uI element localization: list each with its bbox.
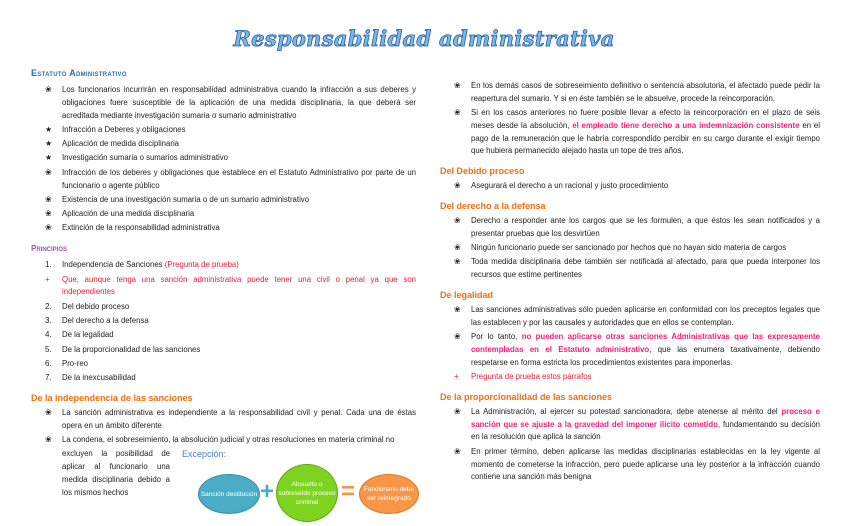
star-bullet-icon: ★	[45, 124, 53, 134]
list-item	[31, 301, 416, 314]
document-title: Responsabilidad administrativa	[233, 26, 615, 51]
section-heading-estatuto: Estatuto Administrativo	[31, 68, 127, 78]
item-text: Del derecho a la defensa	[62, 315, 149, 325]
highlight-text: el empleado tiene derecho a una indemnización consistente	[572, 120, 800, 130]
item-text: Toda medida disciplinaria debe también ser notificada al afectado, para que pueda interponer los recursos que estime pertinentes	[471, 257, 820, 280]
item-text: De la proporcionalidad de las sanciones	[62, 344, 201, 354]
item-text: Existencia de una investigación sumaria o de un sumario administrativo	[62, 194, 310, 204]
list-item	[440, 242, 820, 255]
circle-reintegrado: Funcionario debe ser reintegrado	[359, 474, 419, 514]
item-text: Extinción de la responsabilidad administrativa	[62, 223, 220, 233]
list-item	[31, 208, 416, 221]
list-item	[440, 406, 820, 444]
flower-bullet-icon: ❀	[454, 305, 461, 315]
section-heading-principios: Principios	[31, 244, 68, 254]
number-marker: 3.	[45, 315, 52, 325]
continuation-list	[440, 80, 820, 158]
list-item	[31, 434, 416, 447]
list-item	[440, 446, 820, 484]
list-item	[31, 344, 416, 357]
estatuto-list	[31, 84, 416, 235]
item-text: , fundamentando su decisión en la resolución que aplica la sanción	[471, 419, 820, 442]
item-text: Infracción de los deberes y obligaciones que establece en el Estatuto Administrativo por parte de un funcionario o agente público	[62, 167, 416, 190]
plus-bullet-icon: +	[454, 372, 459, 382]
exception-row	[31, 448, 416, 526]
flower-bullet-icon: ❀	[454, 108, 461, 118]
circle-sancion: Sanción destitución	[198, 474, 260, 514]
section-heading-debido: Del Debido proceso	[440, 166, 525, 177]
item-text: Aplicación de medida disciplinaria	[62, 139, 180, 149]
list-item	[31, 407, 416, 433]
circle-absuelto: Absuelto o sobreseído proceso criminal	[276, 464, 338, 522]
section-heading-legalidad: De legalidad	[440, 290, 494, 301]
list-item	[31, 222, 416, 235]
number-marker: 1.	[45, 260, 52, 270]
item-text: Que, aunque tenga una sanción administrativa puede tener una civil o penal ya que son independientes	[62, 274, 416, 297]
number-marker: 6.	[45, 358, 52, 368]
right-column	[440, 80, 820, 486]
flower-bullet-icon: ❀	[45, 209, 52, 219]
list-item	[31, 194, 416, 207]
plus-icon: +	[259, 478, 274, 506]
diagram-label: Excepción:	[182, 449, 227, 460]
item-text: , que las enumera taxativamente, debiendo respetarse en forma estricta los procedimientos existentes para imponerlas.	[471, 344, 820, 367]
flower-bullet-icon: ❀	[45, 407, 52, 417]
flower-bullet-icon: ❀	[454, 181, 461, 191]
wrapped-text: excluyen la posibilidad de aplicar al funcionario una medida disciplinaria debido a los mismos hechos	[62, 449, 170, 497]
list-item	[440, 80, 820, 106]
number-marker: 5.	[45, 344, 52, 354]
flower-bullet-icon: ❀	[45, 194, 52, 204]
list-item	[31, 358, 416, 371]
section-heading-independencia: De la independencia de las sanciones	[31, 392, 193, 403]
plus-bullet-icon: +	[45, 274, 50, 284]
proporcionalidad-list	[440, 406, 820, 484]
item-text: Las sanciones administrativas sólo pueden aplicarse en conformidad con los preceptos legales que las establecen y por las causales y autoridades que en ellos se contemplan.	[471, 305, 820, 327]
item-text: Pregunta de prueba estos párrafos	[471, 372, 592, 382]
exam-note: (Pregunta de prueba)	[164, 260, 239, 270]
flower-bullet-icon: ❀	[454, 243, 461, 253]
number-marker: 2.	[45, 301, 52, 311]
list-item	[31, 167, 416, 193]
flower-bullet-icon: ❀	[45, 435, 52, 445]
section-heading-defensa: Del derecho a la defensa	[440, 201, 546, 212]
list-item	[31, 259, 416, 272]
item-text: La condena, el sobreseimiento, la absolución judicial y otras resoluciones en materia criminal no	[62, 435, 395, 445]
flower-bullet-icon: ❀	[45, 223, 52, 233]
item-text: Por lo tanto,	[471, 332, 522, 342]
item-text: Ningún funcionario puede ser sancionado por hechos que no hayan sido materia de cargos	[471, 243, 787, 253]
flower-bullet-icon: ❀	[454, 257, 461, 267]
equals-icon: =	[340, 478, 355, 506]
principios-list	[31, 259, 416, 385]
list-item	[440, 107, 820, 158]
item-text: en el pago de la remuneración que le habría correspondido percibir en su cargo durante el exigir tiempo que hubiera permanecido alejado hasta un tope de tres años.	[471, 120, 820, 156]
list-item	[31, 274, 416, 300]
list-item	[440, 180, 820, 193]
flower-bullet-icon: ❀	[45, 85, 52, 94]
list-item	[440, 371, 820, 384]
item-text: De la legalidad	[62, 330, 114, 340]
list-item	[31, 152, 416, 165]
flower-bullet-icon: ❀	[454, 446, 461, 456]
number-marker: 7.	[45, 373, 52, 383]
flower-bullet-icon: ❀	[454, 406, 461, 416]
item-text: La sanción administrativa es independiente a la responsabilidad civil y penal. Cada una de éstas opera en un ámbito diferente	[62, 407, 416, 430]
list-item	[31, 329, 416, 342]
list-item	[440, 304, 820, 330]
item-text: Si en los casos anteriores no fuere posible llevar a efecto la reincorporación en el plazo de seis meses desde la absolución,	[471, 108, 820, 130]
flower-bullet-icon: ❀	[454, 216, 461, 226]
star-bullet-icon: ★	[45, 153, 53, 163]
item-text: Del debido proceso	[62, 301, 130, 311]
item-text: Aplicación de una medida disciplinaria	[62, 209, 195, 219]
item-text: La Administración, al ejercer su potestad sancionadora, debe atenerse al mérito del	[471, 406, 782, 416]
flower-bullet-icon: ❀	[454, 81, 461, 90]
item-text: Asegurará el derecho a un racional y justo procedimiento	[471, 181, 669, 191]
item-text: Infracción a Deberes y obligaciones	[62, 124, 186, 134]
list-item	[31, 138, 416, 151]
section-heading-proporcionalidad: De la proporcionalidad de las sanciones	[440, 391, 613, 402]
star-bullet-icon: ★	[45, 139, 53, 149]
item-text: En primer término, deben aplicarse las medidas disciplinarias establecidas en la ley vigente al momento de cometerse la infracción, pero puede aplicarse una ley posterior a la infracción cuando contiene una sanción más benigna	[471, 446, 820, 482]
flower-bullet-icon: ❀	[45, 167, 52, 177]
exception-diagram	[178, 448, 428, 526]
independencia-list	[31, 407, 416, 447]
list-item	[31, 372, 416, 385]
item-text: Investigación sumaria o sumarios administrativo	[62, 153, 228, 163]
highlight-text: proceso e sanción que se ajuste a la gravedad del imponer ilícito cometido	[471, 406, 820, 429]
list-item	[31, 84, 416, 122]
highlight-text: no pueden aplicarse otras sanciones Administrativas que las expresamente contempladas en el Estatuto administrativo	[471, 332, 820, 354]
item-text: Pro-reo	[62, 358, 88, 368]
flower-bullet-icon: ❀	[454, 332, 461, 342]
debido-list	[440, 180, 820, 193]
list-item	[440, 256, 820, 282]
legalidad-list	[440, 304, 820, 384]
item-text: En los demás casos de sobreseimiento definitivo o sentencia absolutoria, el afectado puede pedir la reapertura del sumario. Y si en éste también se le absuelve, procede la reincorporación.	[471, 81, 820, 103]
list-item	[31, 315, 416, 328]
list-item	[440, 215, 820, 241]
defensa-list	[440, 215, 820, 282]
left-column	[31, 66, 416, 526]
item-text: De la inexcusabilidad	[62, 373, 136, 383]
item-text: Derecho a responder ante los cargos que se les formulen, a que éstos les sean notificados y a presentar pruebas que los desvirtúen	[471, 216, 820, 238]
list-item	[440, 331, 820, 369]
item-text: Los funcionarios incurrirán en responsabilidad administrativa cuando la infracción a sus deberes y obligaciones fuere susceptible de la aplicación de una medida disciplinaria, la que deberá ser acreditada mediante investigación sumaria o sumario administrativo	[62, 85, 416, 120]
item-text: Independencia de Sanciones	[62, 260, 165, 270]
list-item	[31, 124, 416, 137]
number-marker: 4.	[45, 330, 52, 340]
